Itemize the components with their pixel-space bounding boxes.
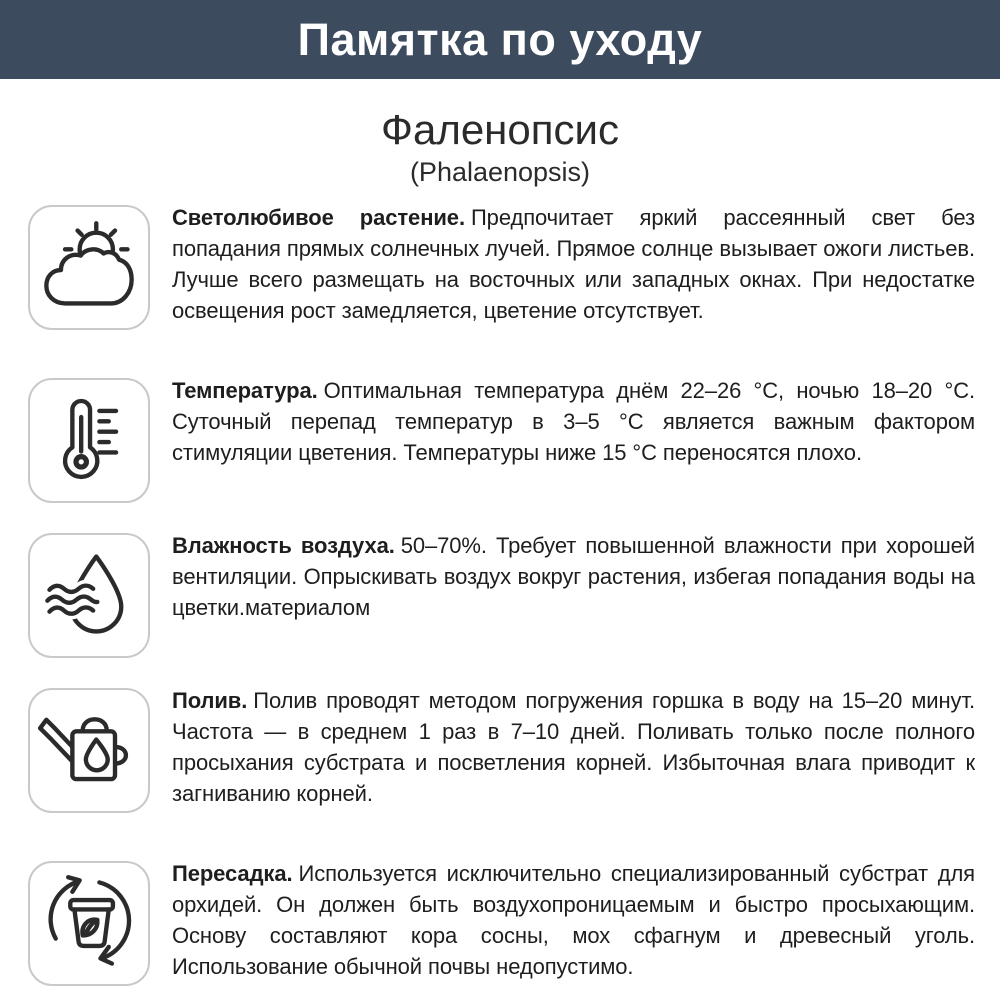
repotting-heading: Пересадка. xyxy=(172,860,293,886)
light-heading: Светолюбивое растение. xyxy=(172,204,465,230)
humidity-icon-box xyxy=(28,533,150,658)
humidity-text xyxy=(172,530,975,623)
watering-heading: Полив. xyxy=(172,687,248,713)
temperature-icon-box xyxy=(28,378,150,503)
sun-behind-cloud-icon xyxy=(37,215,141,319)
repotting-text xyxy=(172,858,975,982)
page-title: Памятка по уходу xyxy=(297,13,703,65)
humidity-drop-icon xyxy=(37,543,141,647)
care-sections xyxy=(0,188,1000,1004)
plant-latin-name: (Phalaenopsis) xyxy=(409,157,591,188)
humidity-heading: Влажность воздуха. xyxy=(172,532,395,558)
section-humidity xyxy=(28,533,975,658)
thermometer-icon xyxy=(37,388,141,492)
temperature-body: Оптимальная температура днём 22–26 °C, ночью 18–20 °C. Суточный перепад температур в 3–5 °C является важным фактором стимуляции цветения. Температуры ниже 15 °C переносятся плохо. xyxy=(172,377,975,465)
temperature-text xyxy=(172,375,975,468)
watering-text xyxy=(172,685,975,809)
header-bar xyxy=(0,0,1000,79)
watering-body: Полив проводят методом погружения горшка в воду на 15–20 минут. Частота — в среднем 1 раз в 7–10 дней. Поливать только после полного просыхания субстрата и посветления корней. Избыточная влага приводит к загниванию корней. xyxy=(172,687,975,806)
repotting-icon-box xyxy=(28,861,150,986)
watering-icon-box xyxy=(28,688,150,813)
section-repotting xyxy=(28,861,975,1004)
light-text xyxy=(172,202,975,326)
repot-recycle-icon xyxy=(37,871,141,975)
light-body: Предпочитает яркий рассеянный свет без попадания прямых солнечных лучей. Прямое солнце вызывает ожоги листьев. Лучше всего размещать на восточных или западных окнах. При недостатке освещения рост замедляется, цветение отсутствует. xyxy=(172,204,976,323)
section-temperature xyxy=(28,378,975,503)
humidity-body: 50–70%. Требует повышенной влажности при хорошей вентиляции. Опрыскивать воздух вокруг растения, избегая попадания воды на цветки.материалом xyxy=(172,532,976,620)
watering-can-icon xyxy=(37,698,141,802)
section-watering xyxy=(28,688,975,831)
repotting-body: Используется исключительно специализированный субстрат для орхидей. Он должен быть воздухопроницаемым и быстро просыхающим. Основу составляют кора сосны, мох сфагнум и древесный уголь. Использование обычной почвы недопустимо. xyxy=(172,860,975,979)
plant-name-title: Фаленопсис xyxy=(381,106,619,153)
section-light xyxy=(28,205,975,348)
light-icon-box xyxy=(28,205,150,330)
temperature-heading: Температура. xyxy=(172,377,318,403)
